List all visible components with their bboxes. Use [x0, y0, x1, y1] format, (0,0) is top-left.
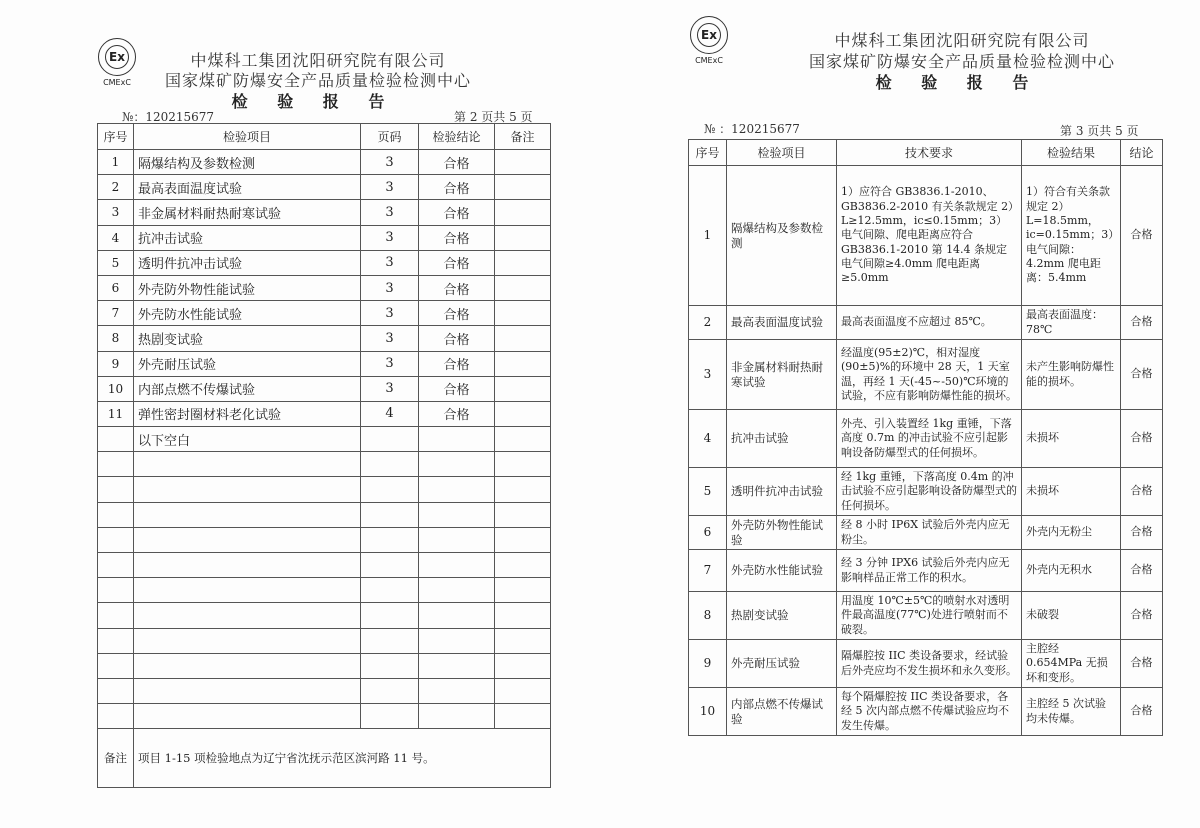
row-conclusion: 合格 [419, 225, 495, 250]
row-item-name: 内部点燃不传爆试验 [134, 376, 361, 401]
row-page-number: 3 [361, 376, 419, 401]
table-row [689, 340, 1163, 410]
row-page-number [361, 452, 419, 477]
row-item-name: 外壳防水性能试验 [727, 550, 837, 592]
logo-ex-symbol: Ex [697, 23, 721, 47]
row-page-number [361, 553, 419, 578]
row-remark [495, 502, 551, 527]
row-conclusion: 合格 [1121, 550, 1163, 592]
row-technical-requirement: 每个隔爆腔按 IIC 类设备要求，各经 5 次内部点燃不传爆试验应均不发生传爆。 [837, 688, 1022, 736]
row-remark [495, 477, 551, 502]
row-item-name [134, 452, 361, 477]
page-info: 第 3 页共 5 页 [1060, 124, 1139, 138]
remark-label: 备注 [98, 729, 134, 788]
row-page-number: 3 [361, 351, 419, 376]
row-number [98, 502, 134, 527]
table-row [98, 225, 551, 250]
table-row [98, 603, 551, 628]
row-conclusion: 合格 [1121, 592, 1163, 640]
row-remark [495, 553, 551, 578]
table-row [689, 166, 1163, 306]
row-inspection-result: 外壳内无粉尘 [1022, 516, 1121, 550]
table-row [98, 477, 551, 502]
row-inspection-result: 主腔经 5 次试验均未传爆。 [1022, 688, 1121, 736]
table-row [98, 527, 551, 552]
row-page-number [361, 527, 419, 552]
row-item-name: 外壳耐压试验 [727, 640, 837, 688]
row-conclusion [419, 678, 495, 703]
row-page-number: 3 [361, 225, 419, 250]
row-conclusion: 合格 [419, 301, 495, 326]
row-number [98, 653, 134, 678]
row-technical-requirement: 1）应符合 GB3836.1-2010、GB3836.2-2010 有关条款规定 2）L≥12.5mm，ic≤0.15mm；3）电气间隙、爬电距离应符合 GB3836.1-2010 第 14.4 条规定 电气间隙≥4.0mm 爬电距离≥5.0mm [837, 166, 1022, 306]
row-conclusion: 合格 [1121, 340, 1163, 410]
col-header-conclusion: 检验结论 [419, 124, 495, 150]
row-conclusion: 合格 [1121, 468, 1163, 516]
col-header-requirement: 技术要求 [837, 140, 1022, 166]
row-item-name: 热剧变试验 [134, 326, 361, 351]
table-row [689, 306, 1163, 340]
row-number [98, 678, 134, 703]
row-item-name: 以下空白 [134, 427, 361, 452]
row-item-name [134, 678, 361, 703]
row-item-name [134, 553, 361, 578]
table-row [98, 301, 551, 326]
row-inspection-result: 未产生影响防爆性能的损坏。 [1022, 340, 1121, 410]
row-item-name: 外壳耐压试验 [134, 351, 361, 376]
row-conclusion: 合格 [1121, 516, 1163, 550]
row-conclusion: 合格 [1121, 640, 1163, 688]
row-page-number [361, 653, 419, 678]
row-item-name: 弹性密封圈材料老化试验 [134, 401, 361, 426]
row-number [98, 628, 134, 653]
row-page-number: 3 [361, 250, 419, 275]
row-item-name: 最高表面温度试验 [134, 175, 361, 200]
row-technical-requirement: 经 8 小时 IP6X 试验后外壳内应无粉尘。 [837, 516, 1022, 550]
row-number: 8 [98, 326, 134, 351]
col-header-result: 检验结果 [1022, 140, 1121, 166]
row-technical-requirement: 隔爆腔按 IIC 类设备要求，经试验后外壳应均不发生损坏和永久变形。 [837, 640, 1022, 688]
row-item-name: 外壳防外物性能试验 [134, 275, 361, 300]
table-row [98, 351, 551, 376]
row-number: 8 [689, 592, 727, 640]
row-conclusion: 合格 [1121, 410, 1163, 468]
row-remark [495, 225, 551, 250]
table-row [98, 578, 551, 603]
remark-text: 项目 1-15 项检验地点为辽宁省沈抚示范区滨河路 11 号。 [134, 729, 551, 788]
row-number: 4 [689, 410, 727, 468]
row-item-name: 最高表面温度试验 [727, 306, 837, 340]
row-page-number: 4 [361, 401, 419, 426]
row-number [98, 427, 134, 452]
table-row [98, 704, 551, 729]
org-name-line2: 国家煤矿防爆安全产品质量检验检测中心 [164, 71, 471, 90]
table-row [689, 550, 1163, 592]
inspection-summary-table [97, 123, 551, 788]
row-page-number: 3 [361, 326, 419, 351]
row-item-name [134, 653, 361, 678]
row-number [98, 527, 134, 552]
row-remark [495, 150, 551, 175]
row-page-number [361, 502, 419, 527]
row-item-name: 透明件抗冲击试验 [134, 250, 361, 275]
table-row [98, 250, 551, 275]
row-conclusion: 合格 [419, 376, 495, 401]
table-row [689, 640, 1163, 688]
row-conclusion: 合格 [419, 275, 495, 300]
row-inspection-result: 未损坏 [1022, 410, 1121, 468]
row-page-number: 3 [361, 200, 419, 225]
row-remark [495, 275, 551, 300]
row-number [98, 704, 134, 729]
row-item-name [134, 502, 361, 527]
report-number: №：120215677 [122, 110, 215, 124]
report-title: 检 验 报 告 [875, 73, 1041, 92]
page-info: 第 2 页共 5 页 [454, 110, 533, 124]
table-row [689, 516, 1163, 550]
row-inspection-result: 最高表面温度：78℃ [1022, 306, 1121, 340]
row-item-name [134, 578, 361, 603]
table-row [98, 175, 551, 200]
row-item-name: 外壳防水性能试验 [134, 301, 361, 326]
row-conclusion [419, 653, 495, 678]
row-remark [495, 351, 551, 376]
row-inspection-result: 未损坏 [1022, 468, 1121, 516]
row-item-name: 隔爆结构及参数检测 [727, 166, 837, 306]
row-number: 7 [98, 301, 134, 326]
row-conclusion: 合格 [1121, 306, 1163, 340]
report-title: 检 验 报 告 [231, 92, 397, 111]
row-remark [495, 678, 551, 703]
row-remark [495, 628, 551, 653]
row-page-number [361, 578, 419, 603]
row-item-name [134, 477, 361, 502]
row-item-name [134, 628, 361, 653]
row-item-name [134, 527, 361, 552]
row-conclusion: 合格 [1121, 166, 1163, 306]
row-item-name: 非金属材料耐热耐寒试验 [727, 340, 837, 410]
table-row [98, 150, 551, 175]
inspection-detail-table [688, 139, 1163, 736]
row-remark [495, 527, 551, 552]
table-row [98, 653, 551, 678]
row-conclusion: 合格 [419, 250, 495, 275]
remark-row [98, 729, 551, 788]
table-row [98, 678, 551, 703]
col-header-no: 序号 [98, 124, 134, 150]
row-inspection-result: 主腔经 0.654MPa 无损坏和变形。 [1022, 640, 1121, 688]
row-number: 11 [98, 401, 134, 426]
row-item-name: 透明件抗冲击试验 [727, 468, 837, 516]
row-page-number [361, 427, 419, 452]
row-remark [495, 704, 551, 729]
table-row [98, 553, 551, 578]
row-page-number: 3 [361, 175, 419, 200]
row-number [98, 578, 134, 603]
logo-ex-symbol: Ex [105, 45, 129, 69]
row-remark [495, 603, 551, 628]
logo-caption: CMExC [695, 56, 723, 65]
row-item-name [134, 603, 361, 628]
row-conclusion [419, 628, 495, 653]
row-conclusion: 合格 [419, 326, 495, 351]
row-item-name: 内部点燃不传爆试验 [727, 688, 837, 736]
row-number: 10 [98, 376, 134, 401]
row-number: 6 [689, 516, 727, 550]
table-row [689, 592, 1163, 640]
row-remark [495, 200, 551, 225]
col-header-no: 序号 [689, 140, 727, 166]
row-conclusion [419, 603, 495, 628]
row-number: 2 [689, 306, 727, 340]
row-number: 1 [98, 150, 134, 175]
row-number: 6 [98, 275, 134, 300]
row-page-number [361, 477, 419, 502]
row-item-name: 隔爆结构及参数检测 [134, 150, 361, 175]
row-conclusion: 合格 [1121, 688, 1163, 736]
row-conclusion [419, 502, 495, 527]
table-row [98, 628, 551, 653]
row-item-name: 外壳防外物性能试验 [727, 516, 837, 550]
row-remark [495, 427, 551, 452]
row-conclusion: 合格 [419, 401, 495, 426]
row-number: 3 [98, 200, 134, 225]
table-row [98, 502, 551, 527]
row-page-number: 3 [361, 275, 419, 300]
row-number: 9 [689, 640, 727, 688]
row-page-number [361, 678, 419, 703]
table-row [98, 452, 551, 477]
row-conclusion: 合格 [419, 351, 495, 376]
report-page-3 [600, 0, 1200, 828]
row-number: 5 [98, 250, 134, 275]
org-name-line2: 国家煤矿防爆安全产品质量检验检测中心 [808, 52, 1115, 71]
row-item-name: 抗冲击试验 [134, 225, 361, 250]
row-number [98, 553, 134, 578]
row-item-name: 抗冲击试验 [727, 410, 837, 468]
org-name-line1: 中煤科工集团沈阳研究院有限公司 [190, 51, 446, 70]
row-conclusion [419, 427, 495, 452]
row-conclusion [419, 578, 495, 603]
row-page-number [361, 704, 419, 729]
table-row [98, 275, 551, 300]
row-remark [495, 653, 551, 678]
row-technical-requirement: 经温度(95±2)℃，相对湿度(90±5)%的环境中 28 天，1 天室温，再经 1 天(-45~-50)℃环境的试验，不应有影响防爆性能的损坏。 [837, 340, 1022, 410]
row-number: 7 [689, 550, 727, 592]
row-conclusion [419, 477, 495, 502]
row-page-number [361, 628, 419, 653]
row-remark [495, 250, 551, 275]
row-remark [495, 401, 551, 426]
row-inspection-result: 外壳内无积水 [1022, 550, 1121, 592]
row-item-name [134, 704, 361, 729]
row-technical-requirement: 经 3 分钟 IPX6 试验后外壳内应无影响样品正常工作的积水。 [837, 550, 1022, 592]
row-inspection-result: 未破裂 [1022, 592, 1121, 640]
col-header-item: 检验项目 [727, 140, 837, 166]
row-page-number: 3 [361, 301, 419, 326]
row-conclusion: 合格 [419, 175, 495, 200]
row-conclusion [419, 704, 495, 729]
row-remark [495, 326, 551, 351]
table-row [98, 401, 551, 426]
table-row [689, 468, 1163, 516]
table-row [98, 200, 551, 225]
row-number [98, 452, 134, 477]
row-technical-requirement: 用温度 10℃±5℃的喷射水对透明件最高温度(77℃)处进行喷射而不破裂。 [837, 592, 1022, 640]
row-conclusion: 合格 [419, 150, 495, 175]
row-number: 10 [689, 688, 727, 736]
row-technical-requirement: 经 1kg 重锤，下落高度 0.4m 的冲击试验不应引起影响设备防爆型式的任何损坏。 [837, 468, 1022, 516]
org-name-line1: 中煤科工集团沈阳研究院有限公司 [834, 31, 1090, 50]
report-number: № ：120215677 [704, 122, 800, 136]
row-technical-requirement: 外壳、引入装置经 1kg 重锤，下落高度 0.7m 的冲击试验不应引起影响设备防爆型式的任何损坏。 [837, 410, 1022, 468]
logo-caption: CMExC [103, 78, 131, 87]
row-item-name: 非金属材料耐热耐寒试验 [134, 200, 361, 225]
row-conclusion [419, 527, 495, 552]
row-number: 3 [689, 340, 727, 410]
row-conclusion [419, 553, 495, 578]
row-item-name: 热剧变试验 [727, 592, 837, 640]
row-remark [495, 452, 551, 477]
row-number: 5 [689, 468, 727, 516]
row-page-number: 3 [361, 150, 419, 175]
row-number: 2 [98, 175, 134, 200]
table-row [689, 410, 1163, 468]
row-conclusion: 合格 [419, 200, 495, 225]
row-remark [495, 301, 551, 326]
col-header-item: 检验项目 [134, 124, 361, 150]
row-page-number [361, 603, 419, 628]
table-row [98, 376, 551, 401]
row-remark [495, 376, 551, 401]
table-row [98, 427, 551, 452]
row-number: 9 [98, 351, 134, 376]
row-conclusion [419, 452, 495, 477]
row-remark [495, 578, 551, 603]
row-number: 4 [98, 225, 134, 250]
row-inspection-result: 1）符合有关条款规定 2）L=18.5mm，ic=0.15mm；3）电气间隙：4.2mm 爬电距离：5.4mm [1022, 166, 1121, 306]
col-header-page: 页码 [361, 124, 419, 150]
table-row [689, 688, 1163, 736]
row-remark [495, 175, 551, 200]
row-number: 1 [689, 166, 727, 306]
row-number [98, 603, 134, 628]
row-technical-requirement: 最高表面温度不应超过 85℃。 [837, 306, 1022, 340]
col-header-remark: 备注 [495, 124, 551, 150]
col-header-conclusion: 结论 [1121, 140, 1163, 166]
table-row [98, 326, 551, 351]
row-number [98, 477, 134, 502]
